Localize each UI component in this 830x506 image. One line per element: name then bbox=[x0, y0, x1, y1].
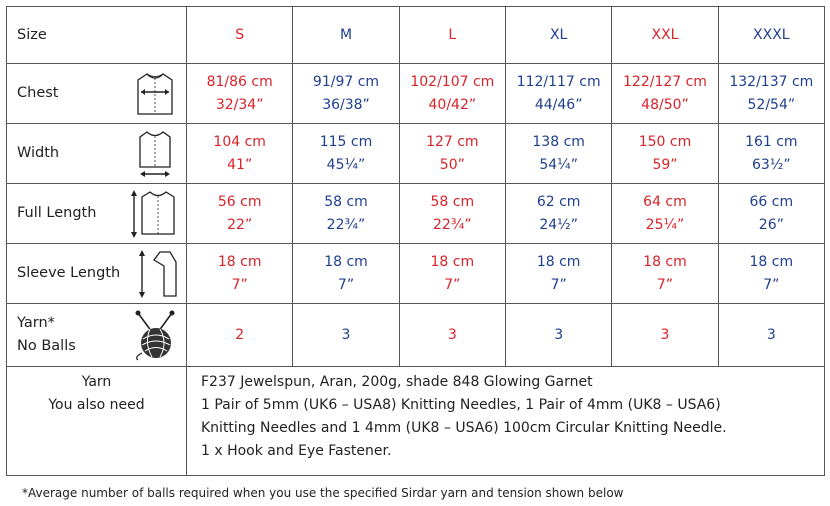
full-length-measure-icon bbox=[128, 188, 180, 240]
yarn-heading: Yarn bbox=[81, 374, 112, 390]
ball-count: 3 bbox=[399, 304, 505, 367]
measure-cell: 150 cm 59” bbox=[612, 124, 718, 184]
measure-cell: 138 cm 54¼” bbox=[505, 124, 611, 184]
measure-cell: 18 cm 7” bbox=[505, 244, 611, 304]
size-header-label: Size bbox=[7, 7, 187, 64]
row-label: Chest bbox=[17, 85, 59, 101]
size-label: M bbox=[293, 7, 399, 64]
measure-cell: 115 cm 45¼” bbox=[293, 124, 399, 184]
yarn-label-cell bbox=[7, 304, 187, 367]
measure-cell: 104 cm 41” bbox=[187, 124, 293, 184]
sleeve-length-label-cell bbox=[7, 244, 187, 304]
measure-cell: 62 cm 24½” bbox=[505, 184, 611, 244]
size-label: XL bbox=[505, 7, 611, 64]
needles-text: Knitting Needles and 1 4mm (UK8 – USA6) 100cm Circular Knitting Needle. bbox=[201, 420, 727, 436]
measure-cell: 112/117 cm 44/46” bbox=[505, 64, 611, 124]
width-measure-icon bbox=[130, 129, 180, 179]
width-row bbox=[7, 124, 825, 184]
measure-cell: 64 cm 25¼” bbox=[612, 184, 718, 244]
ball-count: 3 bbox=[612, 304, 718, 367]
row-label: Full Length bbox=[17, 205, 97, 221]
measure-cell: 122/127 cm 48/50” bbox=[612, 64, 718, 124]
measure-cell: 127 cm 50” bbox=[399, 124, 505, 184]
requirements-text-cell bbox=[187, 367, 825, 476]
measure-cell: 66 cm 26” bbox=[718, 184, 824, 244]
measure-cell: 132/137 cm 52/54” bbox=[718, 64, 824, 124]
ball-count: 3 bbox=[718, 304, 824, 367]
size-label: XXL bbox=[612, 7, 718, 64]
row-label: Sleeve Length bbox=[17, 265, 121, 281]
ball-count: 2 bbox=[187, 304, 293, 367]
size-chart-table bbox=[6, 6, 825, 476]
measure-cell: 91/97 cm 36/38” bbox=[293, 64, 399, 124]
you-also-need-heading: You also need bbox=[48, 397, 145, 413]
measure-cell: 18 cm 7” bbox=[399, 244, 505, 304]
footnote: *Average number of balls required when you use the specified Sirdar yarn and tension shown below bbox=[22, 486, 624, 500]
ball-count: 3 bbox=[293, 304, 399, 367]
measure-cell: 56 cm 22” bbox=[187, 184, 293, 244]
full-length-label-cell bbox=[7, 184, 187, 244]
no-balls-label: No Balls bbox=[17, 338, 76, 354]
chest-row bbox=[7, 64, 825, 124]
needles-text: 1 Pair of 5mm (UK6 – USA8) Knitting Needles, 1 Pair of 4mm (UK8 – USA6) bbox=[201, 397, 721, 413]
measure-cell: 102/107 cm 40/42” bbox=[399, 64, 505, 124]
yarn-requirements-row bbox=[7, 367, 825, 476]
ball-count: 3 bbox=[505, 304, 611, 367]
size-header-row bbox=[7, 7, 825, 64]
sleeve-length-measure-icon bbox=[136, 248, 180, 300]
measure-cell: 18 cm 7” bbox=[718, 244, 824, 304]
size-label: XXXL bbox=[718, 7, 824, 64]
yarn-label: Yarn* bbox=[17, 315, 55, 331]
measure-cell: 58 cm 22¾” bbox=[399, 184, 505, 244]
measure-cell: 18 cm 7” bbox=[612, 244, 718, 304]
fastener-text: 1 x Hook and Eye Fastener. bbox=[201, 443, 392, 459]
chest-measure-icon bbox=[130, 70, 180, 118]
chest-label-cell bbox=[7, 64, 187, 124]
width-label-cell bbox=[7, 124, 187, 184]
yarn-spec-text: F237 Jewelspun, Aran, 200g, shade 848 Glowing Garnet bbox=[201, 374, 593, 390]
yarn-ball-needles-icon bbox=[130, 309, 180, 361]
row-label: Width bbox=[17, 145, 60, 161]
measure-cell: 81/86 cm 32/34” bbox=[187, 64, 293, 124]
measure-cell: 58 cm 22¾” bbox=[293, 184, 399, 244]
measure-cell: 18 cm 7” bbox=[293, 244, 399, 304]
full-length-row bbox=[7, 184, 825, 244]
requirements-label-cell bbox=[7, 367, 187, 476]
sleeve-length-row bbox=[7, 244, 825, 304]
measure-cell: 161 cm 63½” bbox=[718, 124, 824, 184]
size-label: S bbox=[187, 7, 293, 64]
size-label: L bbox=[399, 7, 505, 64]
measure-cell: 18 cm 7” bbox=[187, 244, 293, 304]
yarn-balls-row bbox=[7, 304, 825, 367]
